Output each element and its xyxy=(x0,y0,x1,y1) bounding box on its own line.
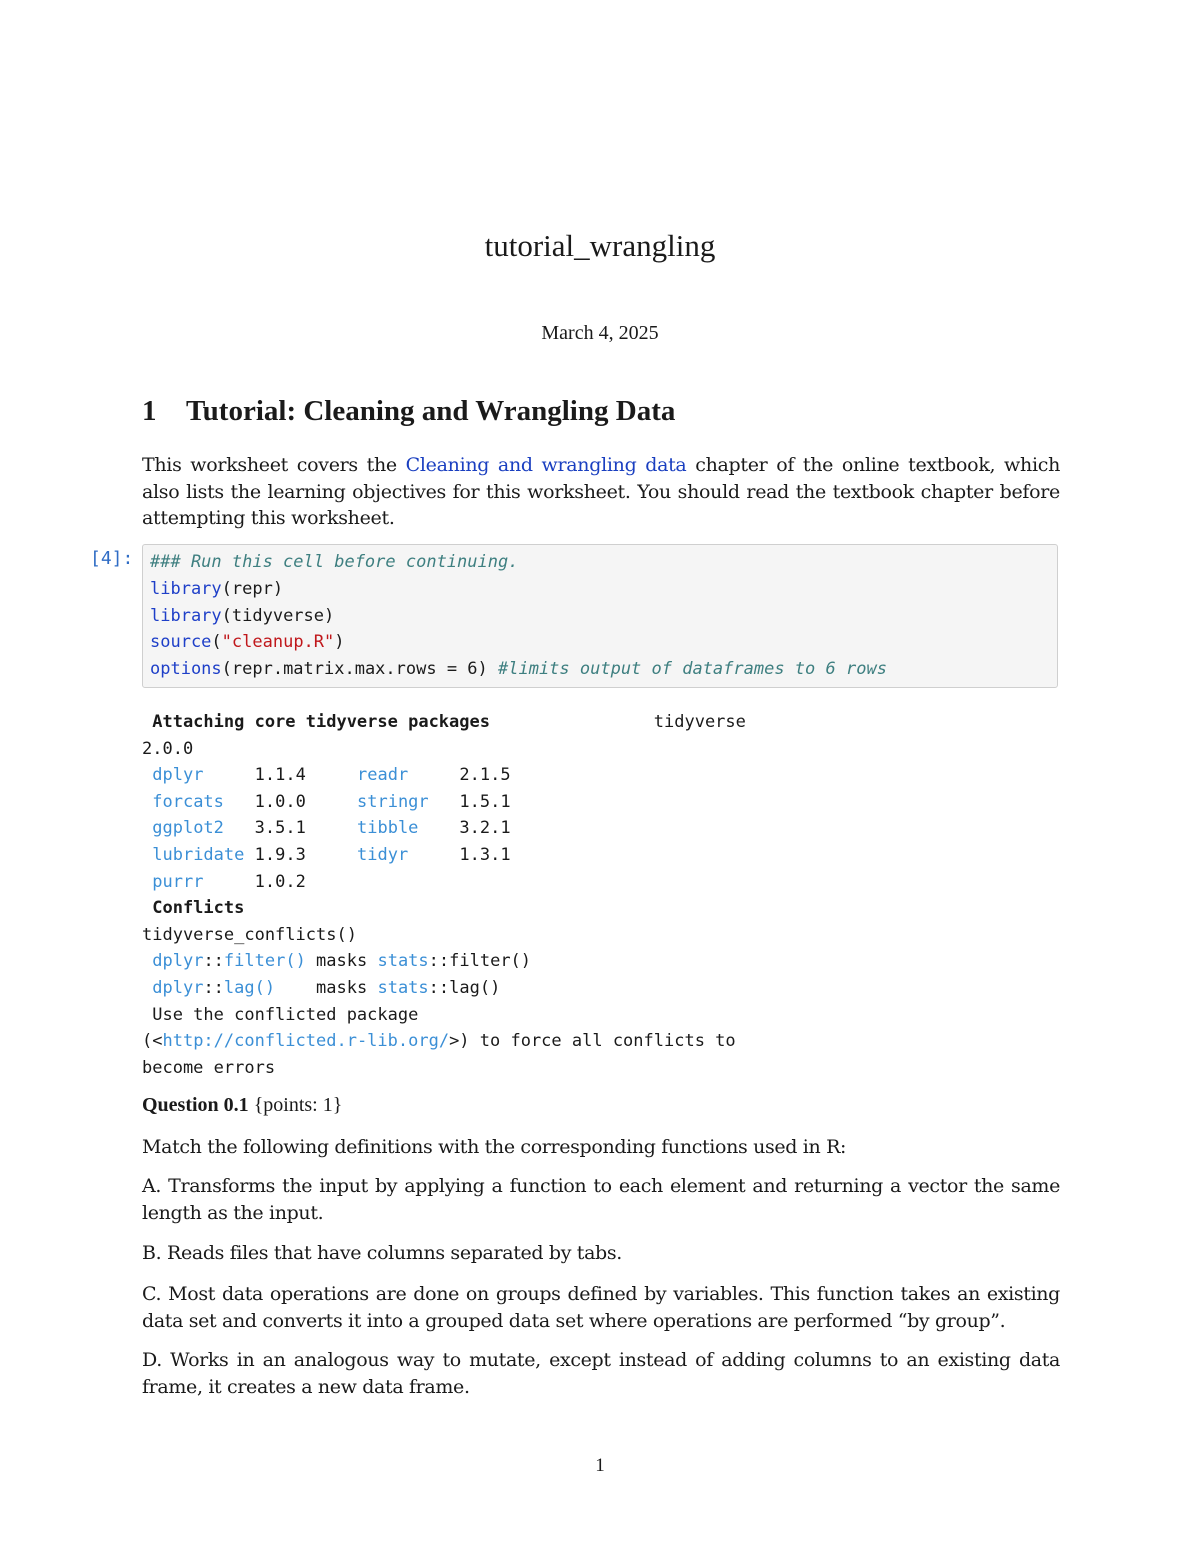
namespace-separator: :: xyxy=(203,977,224,998)
textbook-chapter-link[interactable]: Cleaning and wrangling data xyxy=(405,454,687,476)
definition-a: A. Transforms the input by applying a function to each element and returning a vector the same length as the input. xyxy=(142,1175,1060,1224)
question-points: {points: 1} xyxy=(248,1094,343,1116)
namespace-separator: :: xyxy=(203,951,224,972)
package-name: tidyr xyxy=(357,844,409,865)
conflict-package: dplyr xyxy=(152,977,204,998)
code-fn-library: library xyxy=(150,605,222,626)
namespace-separator: :: xyxy=(428,951,450,972)
package-version: 1.5.1 xyxy=(459,791,511,812)
use-conflicted-text: Use the conflicted package xyxy=(142,1004,419,1025)
package-version: 3.5.1 xyxy=(254,818,306,839)
conflict-function: filter() xyxy=(223,951,306,972)
intro-text-start: This worksheet covers the xyxy=(142,454,406,476)
package-version: 1.0.2 xyxy=(254,871,306,892)
code-fn-source: source xyxy=(150,632,212,653)
code-cell[interactable] xyxy=(142,544,1058,688)
definition-d: D. Works in an analogous way to mutate, except instead of adding columns to an existing data frame, it creates a new data frame. xyxy=(142,1349,1060,1398)
cell-execution-prompt: [4]: xyxy=(90,548,134,569)
code-string: "cleanup.R" xyxy=(221,632,335,653)
package-version: 1.0.0 xyxy=(254,791,306,812)
tidyverse-label: tidyverse xyxy=(653,712,746,732)
package-name: dplyr xyxy=(152,765,204,786)
conflicts-function: tidyverse_conflicts() xyxy=(142,924,357,945)
tidyverse-version: 2.0.0 xyxy=(142,738,194,759)
intro-text-end: chapter of the online textbook, which also lists the learning objectives for this worksheet. You should read the textbook chapter before attempting this worksheet. xyxy=(142,454,1060,529)
package-name: lubridate xyxy=(152,844,245,865)
package-version: 3.2.1 xyxy=(459,818,511,839)
code-fn-options: options xyxy=(150,659,222,680)
attaching-header: Attaching core tidyverse packages xyxy=(142,712,490,732)
definition-b: B. Reads files that have columns separated by tabs. xyxy=(142,1242,622,1264)
question-label: Question 0.1 xyxy=(142,1094,249,1116)
code-arg: (repr.matrix.max.rows = 6) xyxy=(221,659,498,680)
conflict-package: stats xyxy=(377,977,429,998)
force-conflicts-text: >) to force all conflicts to xyxy=(449,1031,736,1052)
section-heading xyxy=(142,395,675,428)
document-date: March 4, 2025 xyxy=(541,322,659,344)
page-number: 1 xyxy=(595,1455,605,1476)
conflict-function: lag() xyxy=(449,977,501,998)
code-paren: ( xyxy=(211,632,222,653)
definition-c: C. Most data operations are done on groups defined by variables. This function takes an existing data set and converts it into a grouped data set where operations are performed “by group”. xyxy=(142,1283,1060,1332)
package-name: readr xyxy=(357,765,409,786)
become-errors-text: become errors xyxy=(142,1057,276,1078)
masks-text: masks xyxy=(305,951,378,972)
code-comment: #limits output of dataframes to 6 rows xyxy=(498,659,887,680)
conflict-function: lag() xyxy=(223,977,276,998)
url-bracket: (< xyxy=(142,1031,163,1052)
package-name: stringr xyxy=(357,791,429,812)
namespace-separator: :: xyxy=(428,977,450,998)
section-title: Tutorial: Cleaning and Wrangling Data xyxy=(186,395,676,427)
code-arg: (repr) xyxy=(221,578,284,599)
package-name: ggplot2 xyxy=(152,818,224,839)
conflict-function: filter() xyxy=(449,951,532,972)
package-version: 2.1.5 xyxy=(459,765,511,786)
code-paren: ) xyxy=(334,632,345,653)
code-comment: ### Run this cell before continuing. xyxy=(150,552,519,572)
package-name: purrr xyxy=(152,871,204,892)
conflict-package: dplyr xyxy=(152,951,204,972)
conflict-package: stats xyxy=(377,951,429,972)
package-name: forcats xyxy=(152,791,224,812)
code-arg: (tidyverse) xyxy=(221,605,335,626)
package-version: 1.1.4 xyxy=(254,765,306,786)
code-fn-library: library xyxy=(150,578,222,599)
package-version: 1.3.1 xyxy=(459,844,511,865)
document-title: tutorial_wrangling xyxy=(484,228,716,263)
cell-output xyxy=(142,709,1058,1081)
conflicted-url-link[interactable]: http://conflicted.r-lib.org/ xyxy=(162,1031,450,1052)
question-heading xyxy=(142,1094,342,1117)
question-prompt: Match the following definitions with the corresponding functions used in R: xyxy=(142,1136,847,1158)
conflicts-header: Conflicts xyxy=(142,898,245,919)
section-number: 1 xyxy=(142,395,157,427)
intro-paragraph xyxy=(142,452,1060,532)
package-name: tibble xyxy=(357,818,419,839)
masks-text: masks xyxy=(275,977,378,998)
package-version: 1.9.3 xyxy=(254,844,306,865)
